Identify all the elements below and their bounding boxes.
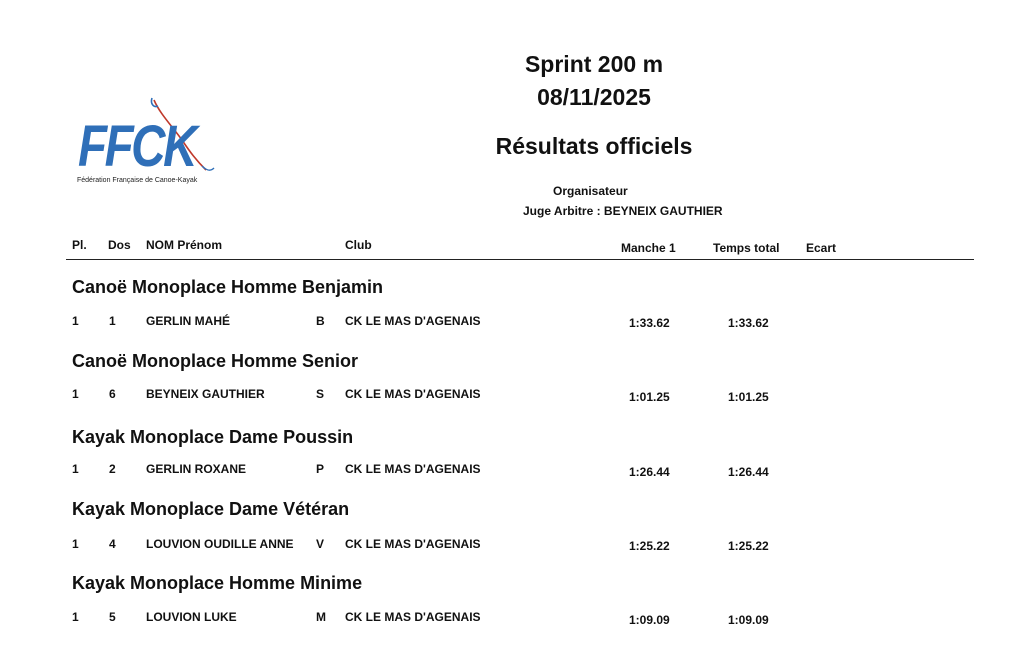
- event-title: Sprint 200 m: [524, 51, 664, 77]
- run1-time: 1:33.62: [629, 316, 670, 330]
- ffck-logo: [76, 96, 226, 192]
- col-gap: Ecart: [806, 241, 837, 255]
- organizer-label: Organisateur: [553, 184, 628, 198]
- total-time: 1:25.22: [728, 539, 769, 553]
- category-heading: Canoë Monoplace Homme Senior: [72, 351, 359, 371]
- header-divider: [66, 259, 974, 260]
- run1-time: 1:09.09: [629, 613, 670, 627]
- logo-subtitle: Fédération Française de Canoe-Kayak: [77, 177, 198, 184]
- category-heading: Kayak Monoplace Dame Poussin: [72, 427, 354, 447]
- athlete-name: LOUVION LUKE: [146, 610, 237, 624]
- athlete-name: GERLIN MAHÉ: [146, 314, 230, 328]
- total-time: 1:33.62: [728, 316, 769, 330]
- bib: 4: [109, 537, 116, 551]
- age-category: M: [316, 610, 326, 624]
- athlete-name: LOUVION OUDILLE ANNE: [146, 537, 294, 551]
- club: CK LE MAS D'AGENAIS: [345, 462, 481, 476]
- age-category: S: [316, 387, 325, 401]
- age-category: P: [316, 462, 325, 476]
- results-title: Résultats officiels: [495, 133, 693, 159]
- place: 1: [72, 610, 79, 624]
- place: 1: [72, 537, 79, 551]
- event-date: 08/11/2025: [537, 84, 651, 110]
- age-category: V: [316, 537, 325, 551]
- col-run1: Manche 1: [621, 241, 676, 255]
- place: 1: [72, 387, 79, 401]
- judge-label: Juge Arbitre : BEYNEIX GAUTHIER: [523, 204, 723, 218]
- athlete-name: BEYNEIX GAUTHIER: [146, 387, 265, 401]
- run1-time: 1:01.25: [629, 390, 670, 404]
- place: 1: [72, 462, 79, 476]
- category-heading: Kayak Monoplace Homme Minime: [72, 573, 363, 593]
- category-heading: Kayak Monoplace Dame Vétéran: [72, 499, 350, 519]
- col-bib: Dos: [108, 238, 131, 252]
- age-category: B: [316, 314, 325, 328]
- athlete-name: GERLIN ROXANE: [146, 462, 247, 476]
- run1-time: 1:26.44: [629, 465, 670, 479]
- bib: 1: [109, 314, 116, 328]
- logo-letters: FFCK: [78, 114, 195, 179]
- club: CK LE MAS D'AGENAIS: [345, 387, 481, 401]
- col-place: Pl.: [72, 238, 87, 252]
- category-heading: Canoë Monoplace Homme Benjamin: [72, 277, 384, 297]
- bib: 2: [109, 462, 116, 476]
- total-time: 1:09.09: [728, 613, 769, 627]
- club: CK LE MAS D'AGENAIS: [345, 537, 481, 551]
- club: CK LE MAS D'AGENAIS: [345, 610, 481, 624]
- total-time: 1:26.44: [728, 465, 769, 479]
- place: 1: [72, 314, 79, 328]
- col-total: Temps total: [713, 241, 780, 255]
- col-name: NOM Prénom: [146, 238, 223, 252]
- club: CK LE MAS D'AGENAIS: [345, 314, 481, 328]
- bib: 6: [109, 387, 116, 401]
- run1-time: 1:25.22: [629, 539, 670, 553]
- total-time: 1:01.25: [728, 390, 769, 404]
- col-club: Club: [345, 238, 372, 252]
- bib: 5: [109, 610, 116, 624]
